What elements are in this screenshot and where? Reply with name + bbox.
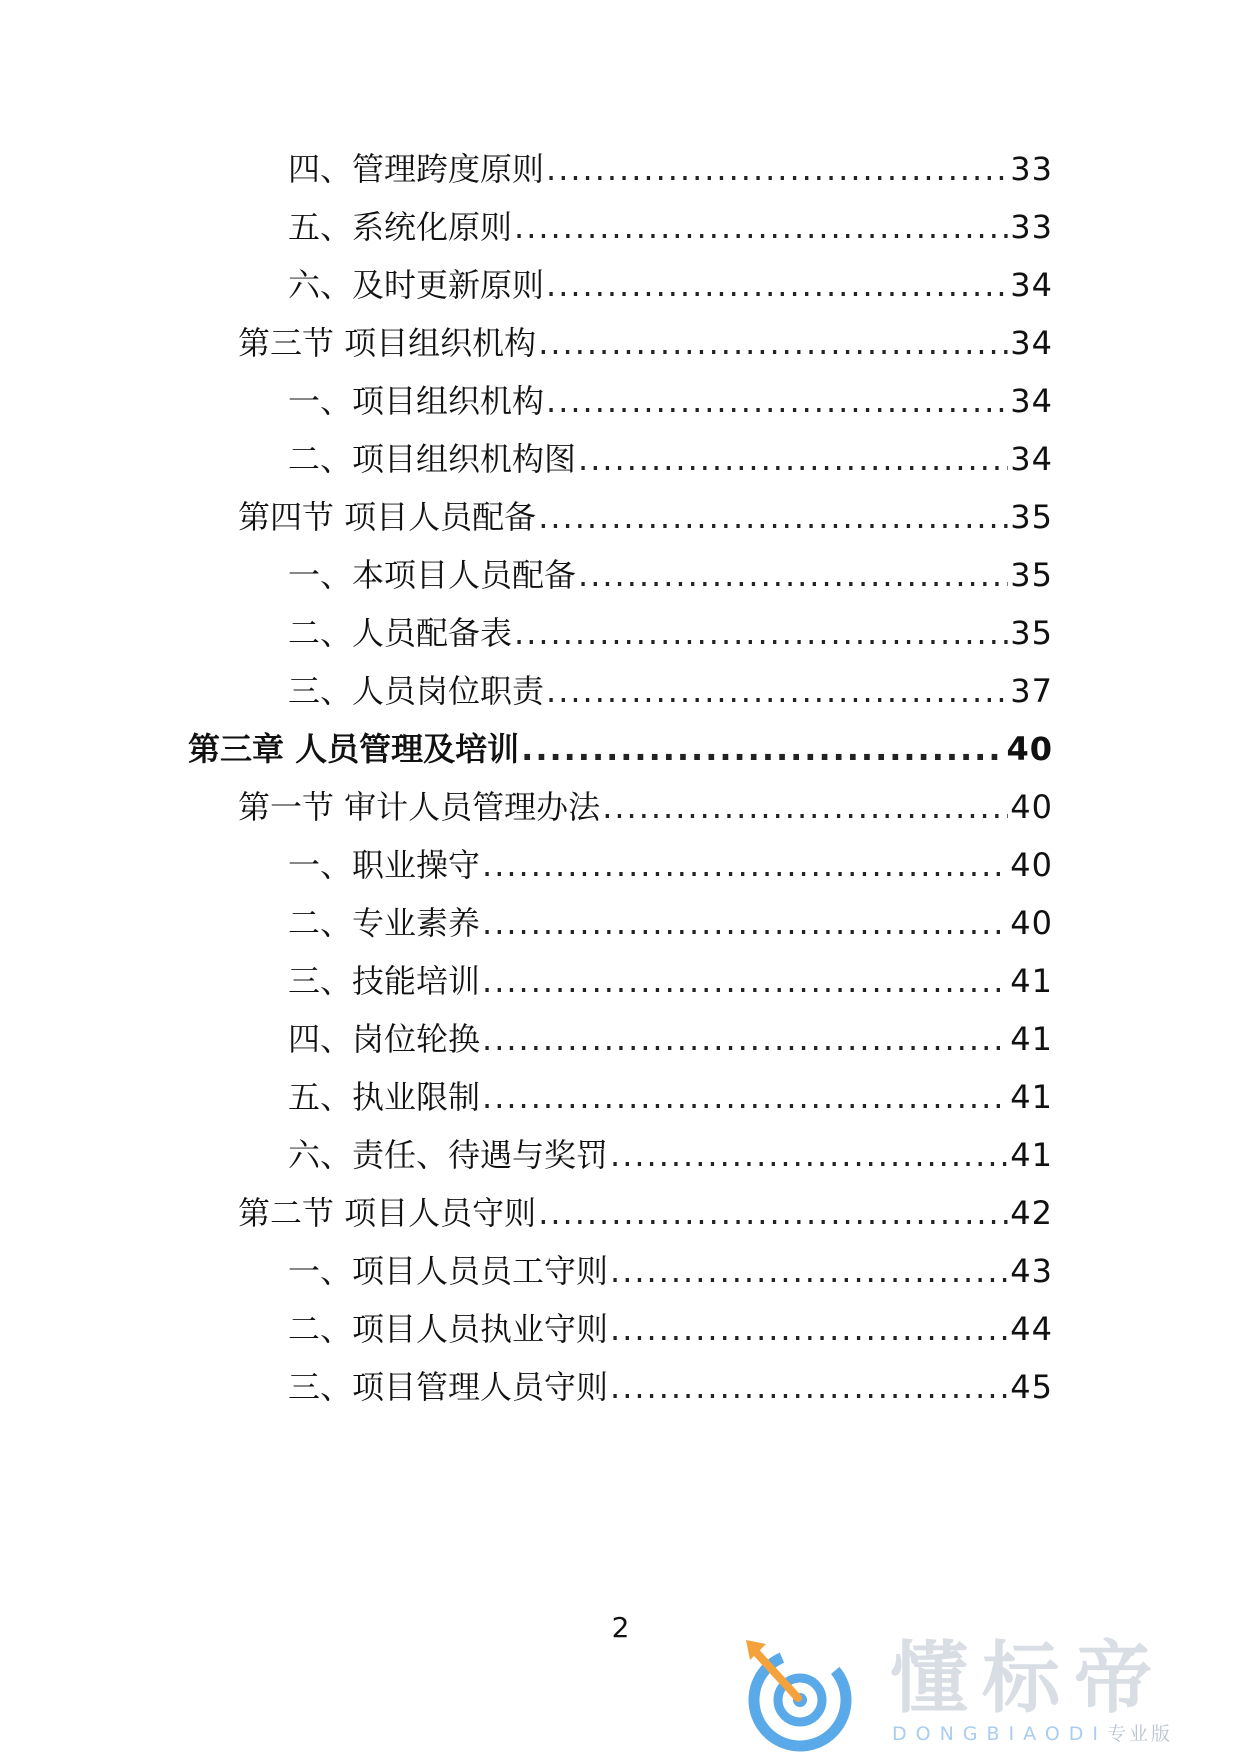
toc-entry[interactable] (288, 147, 1053, 191)
toc-entry-page: 41 (1010, 1136, 1053, 1174)
watermark-subtitle (892, 1722, 1173, 1746)
toc-entry-title: 六、及时更新原则 (288, 266, 545, 304)
toc-entry-title: 一、本项目人员配备 (288, 556, 577, 594)
toc-dot-leader (610, 1249, 1008, 1293)
toc-entry[interactable] (288, 959, 1053, 1003)
toc-dot-leader (521, 727, 1004, 771)
toc-entry-page: 40 (1010, 846, 1053, 884)
toc-entry-page: 41 (1010, 962, 1053, 1000)
toc-entry-title: 四、岗位轮换 (288, 1020, 481, 1058)
toc-entry-chapter[interactable] (188, 727, 1053, 771)
toc-dot-leader (482, 1017, 1008, 1061)
watermark (740, 1630, 1220, 1750)
toc-entry-title: 五、系统化原则 (288, 208, 513, 246)
toc-entry-title: 五、执业限制 (288, 1078, 481, 1116)
toc-entry-title: 三、技能培训 (288, 962, 481, 1000)
watermark-edition: 专业版 (1107, 1723, 1174, 1745)
target-logo-icon (740, 1630, 880, 1754)
toc-entry[interactable] (288, 1307, 1053, 1351)
toc-entry-title: 第三章 人员管理及培训 (188, 730, 520, 768)
toc-entry[interactable] (288, 437, 1053, 481)
toc-dot-leader (514, 205, 1008, 249)
toc-entry-page: 45 (1010, 1368, 1053, 1406)
toc-entry-page: 35 (1010, 498, 1053, 536)
toc-entry-page: 35 (1010, 614, 1053, 652)
toc-dot-leader (482, 901, 1008, 945)
toc-entry-title: 四、管理跨度原则 (288, 150, 545, 188)
toc-entry-page: 40 (1010, 904, 1053, 942)
toc-entry-page: 40 (1010, 788, 1053, 826)
toc-entry-page: 34 (1010, 382, 1053, 420)
toc-entry-title: 一、职业操守 (288, 846, 481, 884)
toc-entry-title: 二、人员配备表 (288, 614, 513, 652)
toc-entry-title: 二、项目组织机构图 (288, 440, 577, 478)
toc-entry-page: 33 (1010, 208, 1053, 246)
toc-dot-leader (546, 263, 1008, 307)
toc-entry-section[interactable] (238, 1191, 1053, 1235)
toc-entry[interactable] (288, 901, 1053, 945)
toc-entry-page: 37 (1010, 672, 1053, 710)
toc-entry-page: 43 (1010, 1252, 1053, 1290)
toc-dot-leader (538, 321, 1008, 365)
toc-entry-title: 第一节 审计人员管理办法 (238, 788, 601, 826)
toc-entry[interactable] (288, 669, 1053, 713)
toc-entry-section[interactable] (238, 321, 1053, 365)
toc-dot-leader (482, 959, 1008, 1003)
toc-entry-section[interactable] (238, 495, 1053, 539)
toc-entry[interactable] (288, 1365, 1053, 1409)
toc-entry[interactable] (288, 843, 1053, 887)
toc-entry-page: 42 (1010, 1194, 1053, 1232)
toc-entry[interactable] (288, 611, 1053, 655)
toc-dot-leader (578, 437, 1008, 481)
toc-entry-page: 34 (1010, 324, 1053, 362)
toc-entry-title: 第三节 项目组织机构 (238, 324, 537, 362)
toc-entry-title: 三、项目管理人员守则 (288, 1368, 609, 1406)
toc-entry-page: 44 (1010, 1310, 1053, 1348)
toc-dot-leader (546, 669, 1008, 713)
toc-dot-leader (610, 1307, 1008, 1351)
toc-dot-leader (610, 1365, 1008, 1409)
toc-entry-page: 40 (1006, 730, 1053, 768)
watermark-pinyin: DONGBIAODI (892, 1723, 1108, 1745)
toc-dot-leader (482, 1075, 1008, 1119)
toc-entry-page: 35 (1010, 556, 1053, 594)
toc-entry-title: 二、项目人员执业守则 (288, 1310, 609, 1348)
toc-dot-leader (602, 785, 1008, 829)
toc-entry-title: 三、人员岗位职责 (288, 672, 545, 710)
toc-entry-page: 33 (1010, 150, 1053, 188)
toc-entry-section[interactable] (238, 785, 1053, 829)
toc-dot-leader (538, 1191, 1008, 1235)
toc-dot-leader (546, 147, 1008, 191)
toc-entry[interactable] (288, 1075, 1053, 1119)
toc-dot-leader (514, 611, 1008, 655)
toc-entry-page: 34 (1010, 266, 1053, 304)
toc-entry[interactable] (288, 205, 1053, 249)
toc-entry[interactable] (288, 1133, 1053, 1177)
toc-dot-leader (578, 553, 1008, 597)
toc-entry-title: 一、项目组织机构 (288, 382, 545, 420)
page-number: 2 (611, 1611, 630, 1644)
toc-dot-leader (482, 843, 1008, 887)
toc-entry-page: 34 (1010, 440, 1053, 478)
toc-entry-title: 二、专业素养 (288, 904, 481, 942)
toc-dot-leader (538, 495, 1008, 539)
watermark-name: 懂标帝 (890, 1634, 1167, 1724)
toc-entry-title: 一、项目人员员工守则 (288, 1252, 609, 1290)
toc-entry[interactable] (288, 1017, 1053, 1061)
toc-entry[interactable] (288, 1249, 1053, 1293)
toc-entry[interactable] (288, 263, 1053, 307)
toc-entry[interactable] (288, 379, 1053, 423)
toc-entry-page: 41 (1010, 1078, 1053, 1116)
toc-entry-title: 六、责任、待遇与奖罚 (288, 1136, 609, 1174)
toc-entry-page: 41 (1010, 1020, 1053, 1058)
toc-entry[interactable] (288, 553, 1053, 597)
toc-entry-title: 第二节 项目人员守则 (238, 1194, 537, 1232)
toc-entry-title: 第四节 项目人员配备 (238, 498, 537, 536)
toc-dot-leader (610, 1133, 1008, 1177)
toc-dot-leader (546, 379, 1008, 423)
